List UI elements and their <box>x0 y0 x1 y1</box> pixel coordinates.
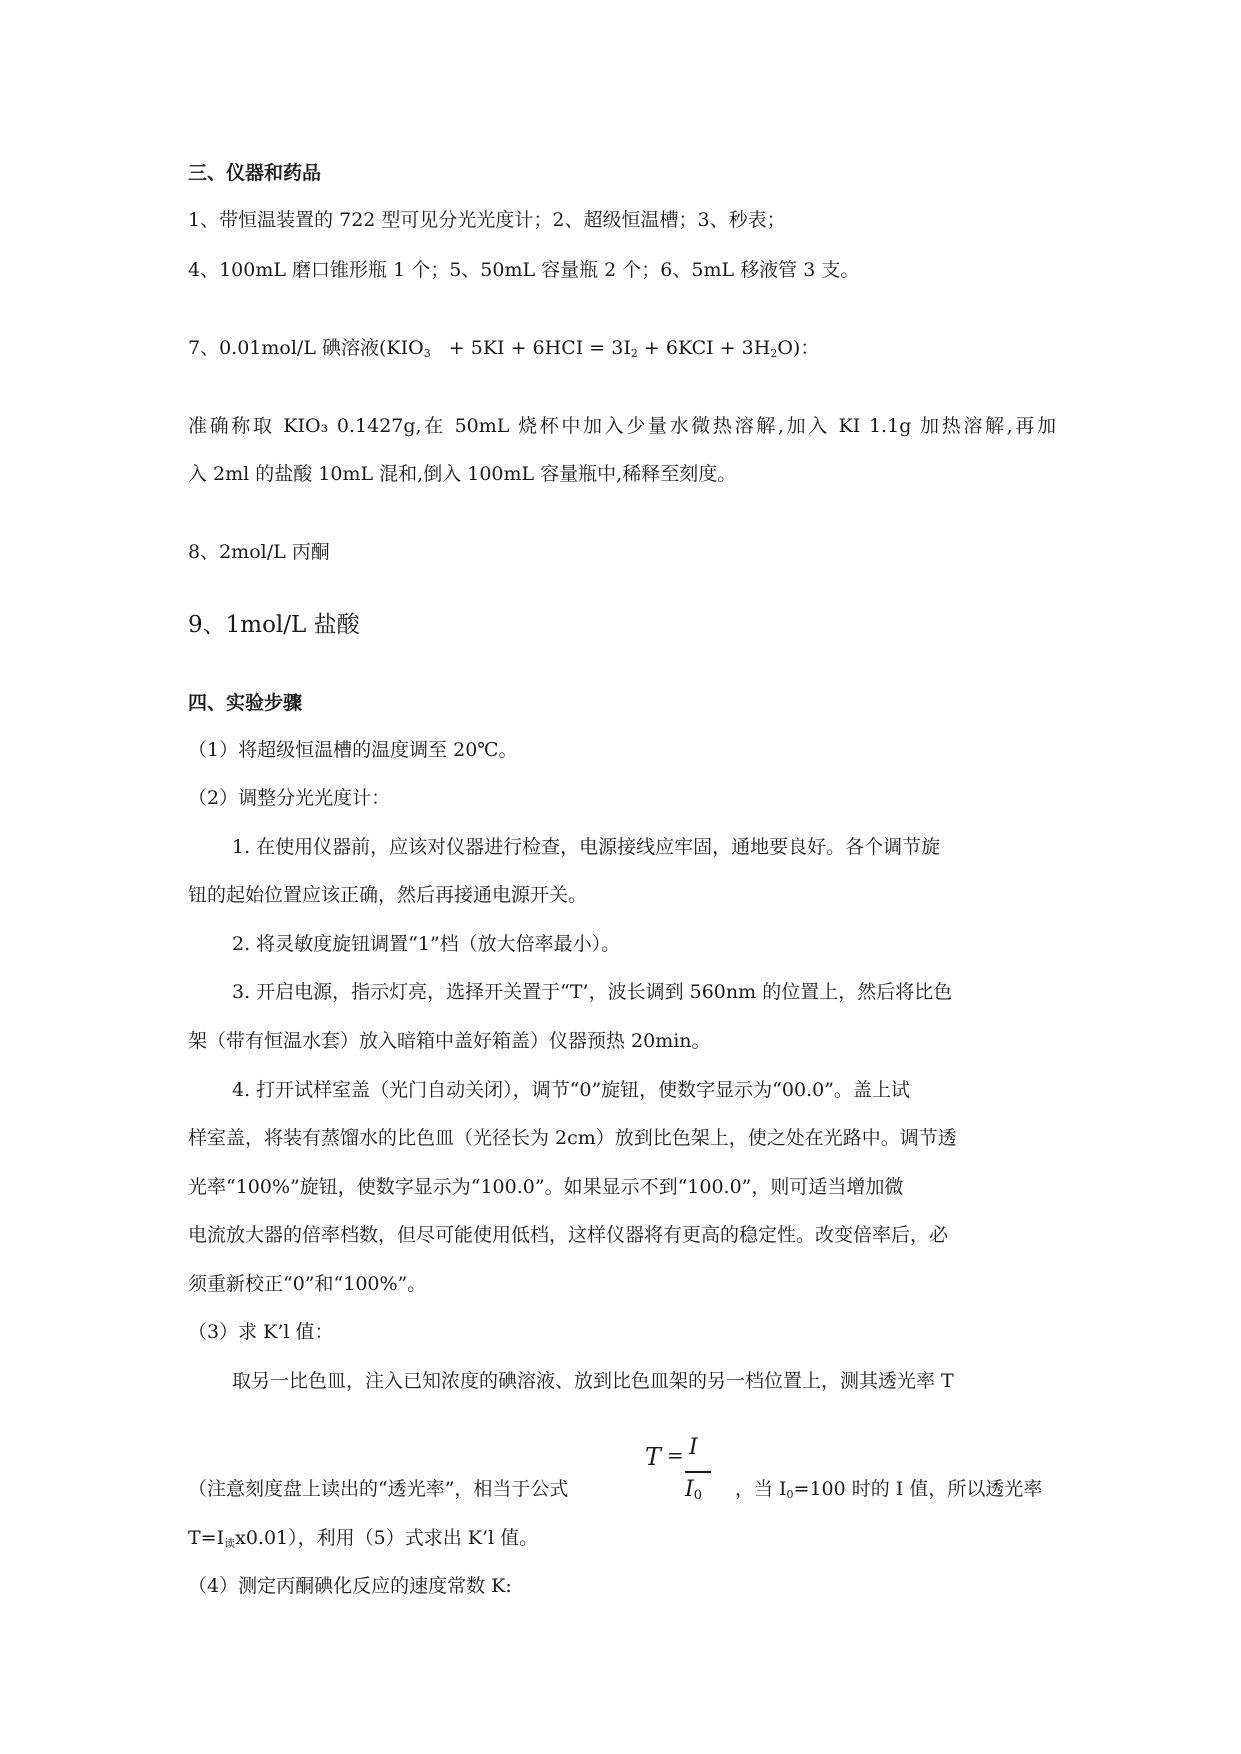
step-3-line-a: 取另一比色皿，注入已知浓度的碘溶液、放到比色皿架的另一档位置上，测其透光率 T <box>232 1370 954 1392</box>
reagent-item-7-prefix: 7、0.01mol/L 碘溶液(KIO <box>188 337 424 359</box>
reagent-item-7-mid2: + 6KCI + 3H <box>637 337 771 359</box>
step-2: （2）调整分光光度计： <box>188 787 391 809</box>
step-3-line-b-pre: （注意刻度盘上读出的“透光率”，相当于公式 <box>188 1478 569 1500</box>
step-2-4-line-b: 样室盖，将装有蒸馏水的比色皿（光径长为 2cm）放到比色架上，使之处在光路中。调节透 <box>188 1127 957 1149</box>
step-2-4-line-d: 电流放大器的倍率档数，但尽可能使用低档，这样仪器将有更高的稳定性。改变倍率后，必 <box>188 1224 949 1246</box>
reagent-item-7 <box>188 333 819 369</box>
formula-equals: = <box>667 1443 684 1467</box>
step-2-4-line-a: 4. 打开试样室盖（光门自动关闭），调节“0”旋钮，使数字显示为“00.0”。盖上试 <box>232 1079 910 1101</box>
reagent-item-8: 8、2mol/L 丙酮 <box>188 541 330 563</box>
step-4: （4）测定丙酮碘化反应的速度常数 K: <box>188 1575 512 1597</box>
step-2-4-line-c: 光率“100%”旋钮，使数字显示为“100.0”。如果显示不到“100.0”，则可适当增加微 <box>188 1176 904 1198</box>
formula-denominator: $I_0$ <box>685 1477 702 1503</box>
step-1: （1）将超级恒温槽的温度调至 20℃。 <box>188 739 518 761</box>
step-2-1-line-b: 钮的起始位置应该正确，然后再接通电源开关。 <box>188 884 588 906</box>
transmittance-formula <box>645 1435 725 1515</box>
reagent-item-7-end: O)： <box>777 337 820 359</box>
reagent-item-9: 9、1mol/L 盐酸 <box>188 612 360 638</box>
formula-numerator: I <box>689 1435 698 1460</box>
step-2-2: 2. 将灵敏度旋钮调置“1”档（放大倍率最小）。 <box>232 933 621 955</box>
instrument-item-4: 4、100mL 磨口锥形瓶 1 个；5、50mL 容量瓶 2 个；6、5mL 移液管 3 支。 <box>188 259 860 281</box>
prep-line-1: 准确称取 KIO₃ 0.1427g,在 50mL 烧杯中加入少量水微热溶解,加入 KI 1.1g 加热溶解,再加 <box>188 415 1056 437</box>
sub-2b: 2 <box>770 347 778 360</box>
step-2-4-line-e: 须重新校正“0”和“100%”。 <box>188 1273 427 1295</box>
instrument-item-1: 1、带恒温装置的 722 型可见分光光度计；2、超级恒温槽；3、秒表； <box>188 209 786 231</box>
section-heading-procedure: 四、实验步骤 <box>188 692 303 714</box>
reagent-item-7-mid1: + 5KI + 6HCI = 3I <box>430 337 631 359</box>
formula-fraction-bar <box>685 1471 711 1473</box>
step-2-3-line-a: 3. 开启电源，指示灯亮，选择开关置于“T’，波长调到 560nm 的位置上，然后将比色 <box>232 981 953 1003</box>
prep-line-2: 入 2ml 的盐酸 10mL 混和,倒入 100mL 容量瓶中,稀释至刻度。 <box>188 463 737 485</box>
formula-lhs: T <box>645 1443 662 1471</box>
step-3-line-c: $T=I_读x0.01$），利用（5）式求出 K’l 值。 <box>188 1527 539 1550</box>
sub-3: 3 <box>423 347 431 360</box>
step-2-3-line-b: 架（带有恒温水套）放入暗箱中盖好箱盖）仪器预热 20min。 <box>188 1030 711 1052</box>
step-3-line-b-post: ，当 $I_0=100$ 时的 I 值，所以透光率 <box>735 1478 1043 1501</box>
step-3: （3）求 K’l 值： <box>188 1321 334 1343</box>
sub-2a: 2 <box>630 347 638 360</box>
step-2-1-line-a: 1. 在使用仪器前，应该对仪器进行检查，电源接线应牢固，通地要良好。各个调节旋 <box>232 836 941 858</box>
section-heading-instruments: 三、仪器和药品 <box>188 162 322 184</box>
